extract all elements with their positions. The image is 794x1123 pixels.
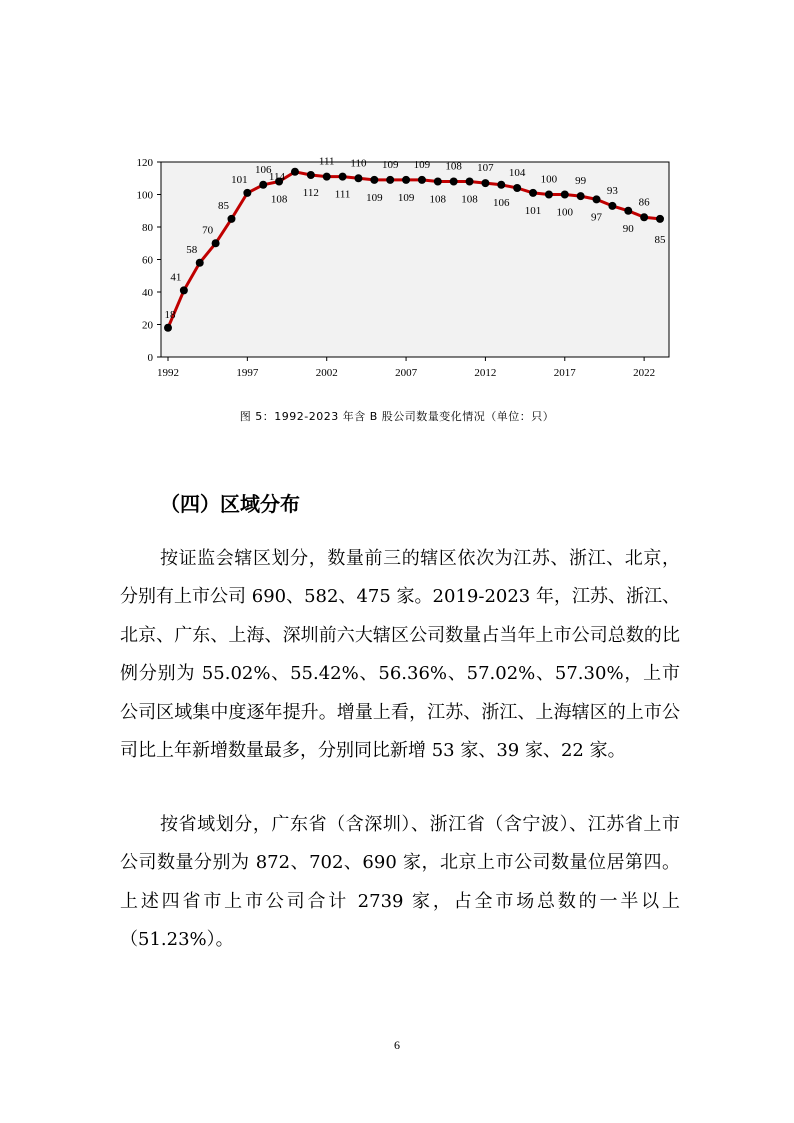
data-point [481,179,489,187]
data-point [402,176,410,184]
figure-caption: 图 5：1992-2023 年含 B 股公司数量变化情况（单位：只） [239,410,555,423]
data-label: 109 [413,158,431,171]
data-label: 85 [217,199,229,212]
data-label: 101 [231,173,248,186]
data-label: 101 [524,204,542,217]
data-point [608,202,616,210]
y-tick-label: 80 [142,222,153,234]
data-label: 99 [575,175,587,188]
x-tick-label: 2007 [395,367,418,379]
data-label: 106 [254,163,272,176]
y-tick-label: 60 [142,254,153,267]
data-label: 108 [429,193,447,206]
data-point [386,176,394,184]
data-point [307,171,315,179]
y-tick-label: 40 [142,287,153,299]
data-label: 106 [493,196,510,209]
data-label: 111 [334,188,351,201]
data-label: 107 [477,162,494,175]
data-label: 109 [397,191,415,204]
data-point [434,178,442,186]
data-point [323,173,331,181]
data-label: 109 [381,158,399,171]
data-label: 114 [268,170,286,183]
data-point [370,176,378,184]
data-label: 108 [461,193,478,206]
data-label: 108 [445,160,462,173]
x-tick-label: 1992 [157,367,179,379]
data-label: 97 [591,211,603,224]
data-label: 108 [270,193,288,206]
y-tick-label: 120 [136,157,153,169]
x-tick-label: 2022 [633,367,656,379]
paragraph: 按证监会辖区划分，数量前三的辖区依次为江苏、浙江、北京，分别有上市公司 690、582、475 家。2019-2023 年，江苏、浙江、北京、广东、上海、深圳前六大辖区公司数量占当年上市公司总数的比例分别为 55.02%、55.42%、56.36%、57.02%、57.30%，上市公司区域集中度逐年提升。增量上看，江苏、浙江、上海辖区的上市公司比上年新增数量最多，分别同比新增 53 家、39 家、22 家。 [120,548,680,762]
section-heading: （四）区域分布 [160,492,300,516]
data-point [624,207,632,215]
data-label: 58 [186,243,198,256]
data-point [497,181,505,189]
data-point [640,213,648,221]
y-tick-label: 20 [142,319,153,332]
x-tick-label: 2017 [553,367,576,379]
data-label: 111 [318,155,335,168]
data-label: 112 [302,187,319,199]
data-point [180,286,188,294]
data-label: 100 [556,206,574,219]
x-tick-label: 2002 [315,367,338,379]
data-label: 41 [170,271,182,284]
data-point [164,324,172,332]
data-point [450,178,458,186]
data-point [354,174,362,182]
data-label: 90 [622,222,634,235]
data-label: 18 [164,308,176,321]
data-point [259,181,267,189]
data-point [561,191,569,199]
data-label: 70 [202,224,214,237]
x-axis [157,357,655,379]
x-tick-label: 1997 [236,367,259,379]
line-chart [0,0,794,400]
data-point [227,215,235,223]
data-label: 100 [540,173,558,186]
y-axis [137,157,162,364]
data-label: 109 [366,191,383,204]
data-label: 104 [508,167,526,179]
data-point [418,176,426,184]
data-point [243,189,251,197]
data-point [577,192,585,200]
data-point [656,215,664,223]
data-point [529,189,537,197]
data-label: 85 [654,233,666,246]
data-point [513,184,521,192]
y-tick-label: 0 [147,352,153,364]
y-tick-label: 100 [136,189,153,202]
data-point [212,239,220,247]
data-label: 93 [606,184,618,197]
data-label: 110 [350,157,367,170]
data-point [196,259,204,267]
data-label: 86 [638,196,650,209]
plot-area [161,162,669,357]
data-point [545,191,553,199]
x-tick-label: 2012 [474,367,497,379]
page-number: 6 [394,1038,400,1052]
paragraph: 按省域划分，广东省（含深圳）、浙江省（含宁波）、江苏省上市公司数量分别为 872、702、690 家，北京上市公司数量位居第四。上述四省市上市公司合计 2739 家，占全市场总数的一半以上（51.23%）。 [120,814,680,951]
data-point [339,173,347,181]
data-point [593,195,601,203]
data-point [466,178,474,186]
data-point [291,168,299,176]
